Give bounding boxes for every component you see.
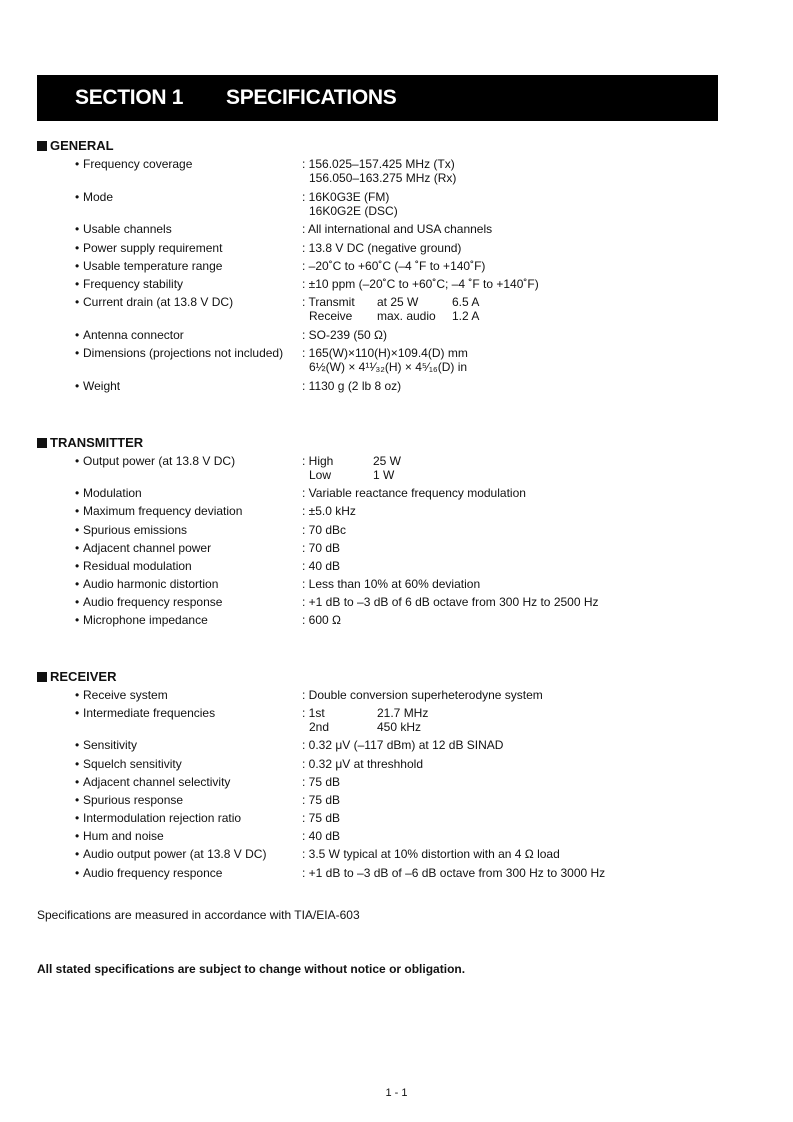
spec-value: : 75 dB [302, 793, 341, 807]
receiver-heading [37, 669, 116, 684]
spec-value: : –20˚C to +60˚C (–4 ˚F to +140˚F) [302, 259, 486, 273]
disclaimer-note: All stated specifications are subject to change without notice or obligation. [37, 962, 466, 976]
spec-value: : Less than 10% at 60% deviation [302, 577, 481, 591]
spec-value: : 0.32 μV (–117 dBm) at 12 dB SINAD [302, 738, 504, 752]
spec-label: • Squelch sensitivity [75, 757, 182, 771]
spec-value: : 600 Ω [302, 613, 341, 627]
spec-value: : +1 dB to –3 dB of –6 dB octave from 300 Hz to 3000 Hz [302, 866, 606, 880]
spec-label: • Frequency coverage [75, 157, 193, 171]
measurement-note: Specifications are measured in accordance with TIA/EIA-603 [37, 908, 360, 922]
spec-label: • Frequency stability [75, 277, 184, 291]
spec-label: • Mode [75, 190, 114, 204]
spec-value: : 75 dB [302, 775, 341, 789]
spec-label: • Output power (at 13.8 V DC) [75, 454, 236, 468]
general-heading [37, 138, 114, 153]
spec-value: : 16K0G3E (FM) 16K0G2E (DSC) [302, 190, 398, 218]
spec-label: • Intermediate frequencies [75, 706, 216, 720]
spec-value: : 156.025–157.425 MHz (Tx) 156.050–163.275 MHz (Rx) [302, 157, 457, 185]
spec-value: : All international and USA channels [302, 222, 493, 236]
spec-label: • Usable channels [75, 222, 172, 236]
spec-value: : 40 dB [302, 559, 341, 573]
spec-label: • Adjacent channel selectivity [75, 775, 231, 789]
spec-value: : 70 dB [302, 541, 341, 555]
spec-value: : 13.8 V DC (negative ground) [302, 241, 462, 255]
square-bullet-icon [37, 672, 47, 682]
spec-label: • Audio frequency responce [75, 866, 223, 880]
spec-label: • Audio frequency response [75, 595, 223, 609]
spec-label: • Spurious emissions [75, 523, 188, 537]
spec-label: • Sensitivity [75, 738, 138, 752]
section-banner [37, 75, 718, 121]
transmitter-heading-text: TRANSMITTER [50, 435, 144, 450]
spec-value: : 40 dB [302, 829, 341, 843]
spec-value: : 3.5 W typical at 10% distortion with an 4 Ω load [302, 847, 560, 861]
spec-label: • Weight [75, 379, 121, 393]
spec-value: : ±5.0 kHz [302, 504, 356, 518]
square-bullet-icon [37, 141, 47, 151]
transmitter-heading [37, 435, 143, 450]
spec-label: • Audio harmonic distortion [75, 577, 219, 591]
spec-value: : 0.32 μV at threshhold [302, 757, 423, 771]
spec-label: • Current drain (at 13.8 V DC) [75, 295, 234, 309]
spec-label: • Audio output power (at 13.8 V DC) [75, 847, 267, 861]
spec-label: • Antenna connector [75, 328, 184, 342]
spec-value: : 70 dBc [302, 523, 347, 537]
spec-label: • Adjacent channel power [75, 541, 212, 555]
spec-label: • Usable temperature range [75, 259, 223, 273]
general-heading-text: GENERAL [50, 138, 114, 153]
spec-value: : Double conversion superheterodyne system [302, 688, 543, 702]
spec-label: • Dimensions (projections not included) [75, 346, 284, 360]
spec-value: : SO-239 (50 Ω) [302, 328, 388, 342]
page-number: 1 - 1 [385, 1087, 408, 1099]
spec-label: • Microphone impedance [75, 613, 208, 627]
spec-value: : 1130 g (2 lb 8 oz) [302, 379, 402, 393]
receiver-heading-text: RECEIVER [50, 669, 117, 684]
spec-value: : Variable reactance frequency modulation [302, 486, 526, 500]
spec-value: : 75 dB [302, 811, 341, 825]
spec-label: • Residual modulation [75, 559, 192, 573]
spec-label: • Hum and noise [75, 829, 164, 843]
spec-label: • Power supply requirement [75, 241, 223, 255]
spec-value: : +1 dB to –3 dB of 6 dB octave from 300 Hz to 2500 Hz [302, 595, 599, 609]
spec-label: • Spurious response [75, 793, 184, 807]
square-bullet-icon [37, 438, 47, 448]
section-number: SECTION 1 [75, 86, 184, 109]
spec-value: : ±10 ppm (–20˚C to +60˚C; –4 ˚F to +140˚F) [302, 277, 539, 291]
spec-value: : 165(W)×110(H)×109.4(D) mm 6½(W) × 4¹¹⁄₃₂(H) × 4⁵⁄₁₆(D) in [302, 346, 468, 374]
spec-label: • Modulation [75, 486, 142, 500]
page-title: SPECIFICATIONS [226, 86, 397, 109]
spec-label: • Maximum frequency deviation [75, 504, 243, 518]
spec-label: • Intermodulation rejection ratio [75, 811, 242, 825]
spec-label: • Receive system [75, 688, 168, 702]
